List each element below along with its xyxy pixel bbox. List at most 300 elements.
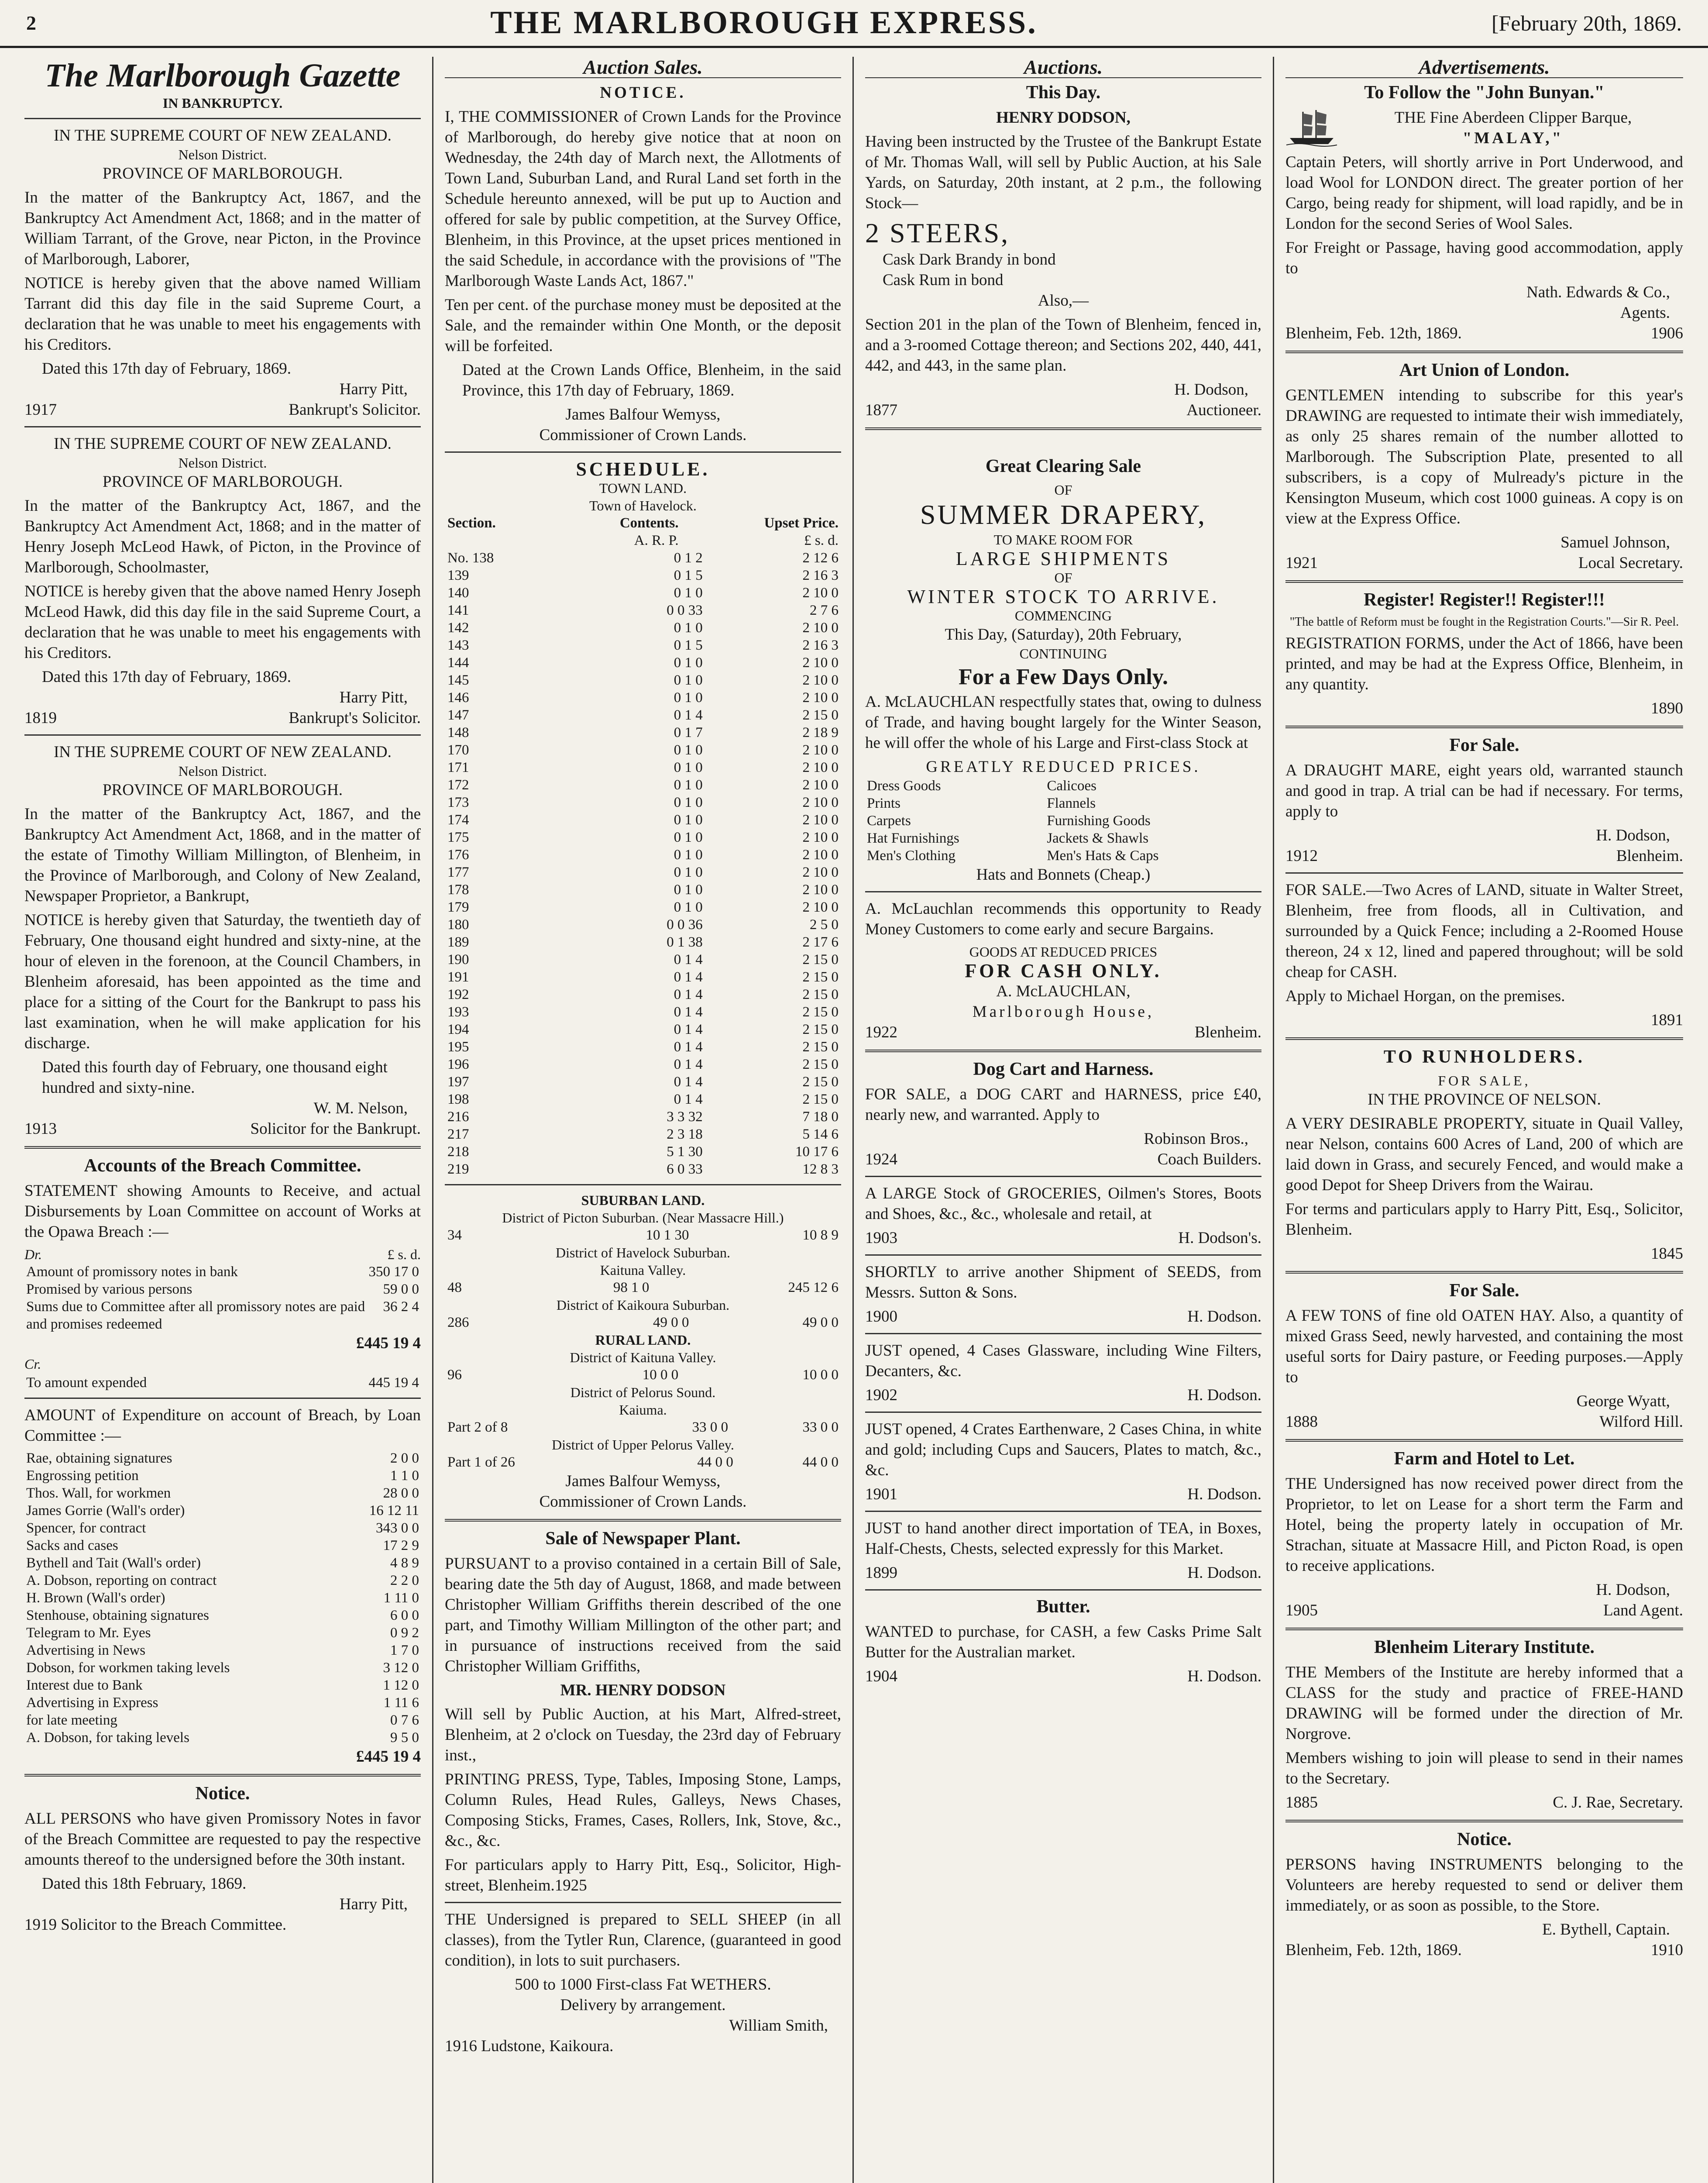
divider xyxy=(1285,872,1683,874)
sale-date: This Day, (Saturday), 20th February, xyxy=(945,626,1182,644)
cr-label: Cr. xyxy=(24,1356,41,1372)
kaiuma: Kaiuma. xyxy=(619,1402,667,1418)
divider xyxy=(865,1254,1261,1256)
divider xyxy=(1285,351,1683,353)
recommends-text: A. McLauchlan recommends this opportunity to Ready Money Customers to come early and secure Bargains. xyxy=(865,900,1261,938)
mclauchlan-name: A. McLAUCHLAN, xyxy=(996,982,1131,1000)
column-auction-sales xyxy=(433,57,854,2183)
list-item: Dress Goods Calicoes xyxy=(867,778,1096,794)
ad-number: 1903 xyxy=(865,1229,897,1247)
schedule-row: 171 0 1 0 2 10 0 xyxy=(447,760,839,775)
divider xyxy=(865,1176,1261,1177)
bankruptcy-notice xyxy=(24,125,421,420)
schedule-units: A. R. P. £ s. d. xyxy=(634,533,839,548)
reduced-prices: GREATLY REDUCED PRICES. xyxy=(926,758,1201,776)
land-for-sale-body: FOR SALE.—Two Acres of LAND, situate in Walter Street, Blenheim, free from floods, all in Cultivation, and surrounded by a Quick Fence; including a 2-Roomed House thereon, 24 x 12, lined and papered throughout; will be sold cheap for CASH. xyxy=(1285,881,1683,981)
section-heading: Notice. xyxy=(195,1784,250,1804)
ad-number: 1924 xyxy=(865,1150,897,1168)
court-title: IN THE SUPREME COURT OF NEW ZEALAND. xyxy=(54,743,392,761)
sheep-body: THE Undersigned is prepared to SELL SHEEP (in all classes), from the Tytler Run, Clarence, (guaranteed in good condition), in lots to suit purchasers. xyxy=(445,1911,841,1970)
schedule-row: 145 0 1 0 2 10 0 xyxy=(447,672,839,688)
schedule-row: 195 0 1 4 2 15 0 xyxy=(447,1039,839,1055)
signer-role: Agents. xyxy=(1620,304,1670,322)
ad-number: 1891 xyxy=(1651,1011,1683,1029)
ad-number: 1917 xyxy=(24,401,57,419)
schedule-row: 193 0 1 4 2 15 0 xyxy=(447,1004,839,1020)
schedule-row: 192 0 1 4 2 15 0 xyxy=(447,987,839,1002)
table-row: Interest due to Bank 1 12 0 xyxy=(26,1677,419,1693)
schedule-title: SCHEDULE. xyxy=(576,458,710,480)
money-columns: £ s. d. xyxy=(387,1246,421,1262)
bankruptcy-notice xyxy=(24,742,421,1139)
sailing-ship-icon xyxy=(1285,107,1338,147)
table-row: 286 49 0 0 49 0 0 xyxy=(447,1315,839,1330)
divider xyxy=(865,891,1261,892)
tea-body: JUST to hand another direct importation of TEA, in Boxes, Half-Chests, Chests, selected expressly for this Market. xyxy=(865,1519,1261,1558)
schedule-row: 190 0 1 4 2 15 0 xyxy=(447,952,839,968)
signer: William Smith, xyxy=(729,2017,828,2035)
expenditure-intro: AMOUNT of Expenditure on account of Breach, by Loan Committee :— xyxy=(24,1406,421,1445)
divider xyxy=(865,427,1261,430)
signer: Samuel Johnson, xyxy=(1560,534,1670,551)
divider xyxy=(445,1184,841,1185)
steers-item: Cask Dark Brandy in bond xyxy=(883,251,1056,269)
table-row: A. Dobson, reporting on contract 2 2 0 xyxy=(26,1573,419,1588)
kaikoura-row xyxy=(445,1314,841,1331)
divider xyxy=(865,1333,1261,1334)
notice-body: ALL PERSONS who have given Promissory Notes in favor of the Breach Committee are requested to pay the respective amounts thereof to the undersigned before the 30th instant. xyxy=(24,1810,421,1869)
auction-body: Having been instructed by the Trustee of the Bankrupt Estate of Mr. Thomas Wall, will sell by Public Auction, at his Sale Yards, on Saturday, 20th instant, at 2 p.m., the following Stock— xyxy=(865,133,1261,212)
district: Nelson District. xyxy=(178,455,267,471)
cash-only: FOR CASH ONLY. xyxy=(965,960,1162,981)
winter-stock: WINTER STOCK TO ARRIVE. xyxy=(907,586,1220,607)
table-row: Engrossing petition 1 1 0 xyxy=(26,1468,419,1484)
schedule-row: 198 0 1 4 2 15 0 xyxy=(447,1092,839,1107)
bankruptcy-heading: IN BANKRUPTCY. xyxy=(162,95,283,111)
runholders-for-sale: FOR SALE, xyxy=(1438,1073,1531,1088)
cr-table xyxy=(24,1374,421,1391)
ad-number: 1902 xyxy=(865,1386,897,1404)
pelorus-row xyxy=(445,1419,841,1436)
runholders-body: A VERY DESIRABLE PROPERTY, situate in Quail Valley, near Nelson, contains 600 Acres of Land, 200 of which are laid down in Grass, and securely Fenced, and would make a good Depot for Sheep Drivers from the Wairau. xyxy=(1285,1115,1683,1194)
signer: H. Dodson. xyxy=(1187,1308,1261,1326)
rural-title: RURAL LAND. xyxy=(595,1332,691,1348)
freight-text: For Freight or Passage, having good accommodation, apply to xyxy=(1285,239,1683,277)
table-row: Stenhouse, obtaining signatures 6 0 0 xyxy=(26,1608,419,1623)
ad-number: 1906 xyxy=(1651,324,1683,342)
upper-pelorus: District of Upper Pelorus Valley. xyxy=(552,1437,734,1453)
auctioneer-name: MR. HENRY DODSON xyxy=(560,1681,726,1699)
rural-district: District of Kaituna Valley. xyxy=(570,1350,716,1365)
of-label: OF xyxy=(1054,570,1072,585)
bankruptcy-notice xyxy=(24,434,421,728)
ad-number: 1913 xyxy=(24,1120,57,1138)
ad-number: 1912 xyxy=(1285,847,1318,865)
issue-date: [February 20th, 1869. xyxy=(1491,10,1682,35)
section-heading: Accounts of the Breach Committee. xyxy=(84,1156,361,1176)
notice-text: NOTICE is hereby given that Saturday, the twentieth day of February, One thousand eight hundred and sixty-nine, at the hour of eleven in the forenoon, at the Council Chambers, in Blenheim aforesaid, has been appointed as the time and place for a sitting of the Court for the Bankrupt to pass his last examination, when he will make application for his discharge. xyxy=(24,911,421,1052)
this-day: This Day. xyxy=(1026,83,1101,103)
table-row: Sacks and cases 17 2 9 xyxy=(26,1538,419,1553)
ad-number: 1890 xyxy=(1651,699,1683,717)
divider xyxy=(1285,1037,1683,1040)
schedule-row: 142 0 1 0 2 10 0 xyxy=(447,620,839,636)
signer: Robinson Bros., xyxy=(1144,1130,1248,1148)
clearing-sale-ad xyxy=(865,456,1261,1043)
dr-table xyxy=(24,1263,421,1333)
schedule-table xyxy=(445,514,841,549)
place: Blenheim. xyxy=(1194,1023,1261,1041)
gazette-title: The Marlborough Gazette xyxy=(45,57,401,94)
schedule-row: 146 0 1 0 2 10 0 xyxy=(447,690,839,706)
schedule-row: 177 0 1 0 2 10 0 xyxy=(447,864,839,880)
masthead xyxy=(0,0,1708,48)
divider xyxy=(445,1902,841,1903)
schedule-row: 144 0 1 0 2 10 0 xyxy=(447,655,839,671)
runholders-province: IN THE PROVINCE OF NELSON. xyxy=(1368,1091,1601,1109)
schedule-row: 189 0 1 38 2 17 6 xyxy=(447,934,839,950)
marlborough-house: Marlborough House, xyxy=(972,1003,1155,1021)
divider xyxy=(865,1589,1261,1591)
column-advertisements xyxy=(1274,57,1694,2183)
town-land-title: TOWN LAND. xyxy=(599,480,687,496)
butter-body: WANTED to purchase, for CASH, a few Casks Prime Salt Butter for the Australian market. xyxy=(865,1623,1261,1661)
signer: Harry Pitt, xyxy=(339,1895,408,1913)
signer: Nath. Edwards & Co., xyxy=(1526,283,1670,301)
table-row: 96 10 0 0 10 0 0 xyxy=(447,1367,839,1383)
ad-number: 1922 xyxy=(865,1023,897,1041)
seeds-body: SHORTLY to arrive another Shipment of SEEDS, from Messrs. Sutton & Sons. xyxy=(865,1263,1261,1302)
dogcart-body: FOR SALE, a DOG CART and HARNESS, price £40, nearly new, and warranted. Apply to xyxy=(865,1085,1261,1124)
signer-role: Local Secretary. xyxy=(1578,554,1683,572)
butter-heading: Butter. xyxy=(1036,1597,1090,1617)
clearing-title: Great Clearing Sale xyxy=(985,456,1141,476)
signer: H. Dodson. xyxy=(1187,1485,1261,1503)
divider xyxy=(24,426,421,427)
divider xyxy=(24,1398,421,1399)
signer: W. M. Nelson, xyxy=(313,1099,408,1117)
ad-number: 1901 xyxy=(865,1485,897,1503)
expenditure-total: £445 19 4 xyxy=(356,1748,421,1766)
court-title: IN THE SUPREME COURT OF NEW ZEALAND. xyxy=(54,435,392,453)
schedule-row: 219 6 0 33 12 8 3 xyxy=(447,1161,839,1177)
ship-body: Captain Peters, will shortly arrive in Port Underwood, and load Wool for LONDON direct. The greater portion of her Cargo, being ready for shipment, will load rapidly, and be in London for the second Series of Wool Sales. xyxy=(1285,153,1683,233)
ship-line: THE Fine Aberdeen Clipper Barque, xyxy=(1394,109,1632,127)
table-row: Spencer, for contract 343 0 0 xyxy=(26,1520,419,1536)
schedule-row: 172 0 1 0 2 10 0 xyxy=(447,777,839,793)
goods-reduced: GOODS AT REDUCED PRICES xyxy=(969,944,1158,960)
table-row: Amount of promissory notes in bank 350 17 0 xyxy=(26,1264,419,1280)
sheep-delivery: Delivery by arrangement. xyxy=(560,1996,726,2014)
matter-text: In the matter of the Bankruptcy Act, 1867, and the Bankruptcy Act Amendment Act, 1868; and in the matter of William Tarrant, of the Grove, near Picton, in the Province of Marlborough, Laborer, xyxy=(24,189,421,268)
for-sale-heading: For Sale. xyxy=(1449,1281,1519,1301)
schedule-row: 143 0 1 5 2 16 3 xyxy=(447,637,839,653)
ad-number: 1910 xyxy=(1651,1941,1683,1959)
schedule-row: 173 0 1 0 2 10 0 xyxy=(447,795,839,810)
instruments-body: PERSONS having INSTRUMENTS belonging to the Volunteers are hereby requested to send or deliver them immediately, or as soon as possible, to the Store. xyxy=(1285,1856,1683,1914)
column-heading: Advertisements. xyxy=(1285,57,1683,78)
place-date: Blenheim, Feb. 12th, 1869. xyxy=(1285,324,1462,342)
newspaper-items: PRINTING PRESS, Type, Tables, Imposing Stone, Lamps, Column Rules, Head Rules, Galleys, News Chases, Composing Sticks, Frames, Cases, Rollers, Ink, Stove, &c., &c., &c. xyxy=(445,1770,841,1850)
schedule-row: 174 0 1 0 2 10 0 xyxy=(447,812,839,828)
divider xyxy=(24,1774,421,1777)
schedule-row: 197 0 1 4 2 15 0 xyxy=(447,1074,839,1090)
table-row: Part 2 of 8 33 0 0 33 0 0 xyxy=(447,1419,839,1435)
havelock-row xyxy=(445,1279,841,1296)
schedule-row: 194 0 1 4 2 15 0 xyxy=(447,1022,839,1037)
ad-number: 1900 xyxy=(865,1308,897,1326)
table-row: Sums due to Committee after all promissory notes are paid and promises redeemed 36 2 4 xyxy=(26,1299,419,1332)
earthenware-body: JUST opened, 4 Crates Earthenware, 2 Cases China, in white and gold; including Cups and Saucers, Plates to match, &c., &c. xyxy=(865,1420,1261,1479)
divider xyxy=(1285,1271,1683,1274)
steers: 2 STEERS, xyxy=(865,217,1010,248)
table-row: Advertising in News 1 7 0 xyxy=(26,1642,419,1658)
suburban-district: District of Picton Suburban. (Near Massacre Hill.) xyxy=(502,1210,784,1226)
to-make-room: TO MAKE ROOM FOR xyxy=(993,532,1133,547)
pelorus-district: District of Pelorus Sound. xyxy=(570,1384,716,1400)
notice-breach xyxy=(24,1784,421,1935)
newspaper-sale-text: Will sell by Public Auction, at his Mart, Alfred-street, Blenheim, at 2 o'clock on Tuesday, the 23rd day of February inst., xyxy=(445,1705,841,1764)
schedule-row: 218 5 1 30 10 17 6 xyxy=(447,1144,839,1160)
register-heading: Register! Register!! Register!!! xyxy=(1364,590,1605,610)
list-item: Carpets Furnishing Goods xyxy=(867,813,1151,829)
signer: H. Dodson, xyxy=(1174,381,1248,399)
divider xyxy=(24,1146,421,1149)
table-row: Rae, obtaining signatures 2 0 0 xyxy=(26,1450,419,1466)
signer-role: Auctioneer. xyxy=(1186,401,1261,419)
column-auctions xyxy=(854,57,1274,2183)
ship-name: "MALAY," xyxy=(1462,129,1564,147)
continuing: CONTINUING xyxy=(1019,646,1107,661)
schedule-rows xyxy=(445,549,841,1178)
list-item: Prints Flannels xyxy=(867,795,1096,811)
farm-hotel-body: THE Undersigned has now received power direct from the Proprietor, to let on Lease for a short term the Farm and Hotel, being the property lately in occupation of Mr. Strachan, situate at Massacre Hill, and Picton Road, is open to receive applications. xyxy=(1285,1475,1683,1575)
table-row: Bythell and Tait (Wall's order) 4 8 9 xyxy=(26,1555,419,1571)
auctioneer-name: HENRY DODSON, xyxy=(996,109,1131,127)
art-union-body: GENTLEMEN intending to subscribe for this year's DRAWING are requested to intimate their wish immediately, as only 25 shares remain of the number allotted to Marlborough. The Subscription Plate, presented to all subscribers, is a copy of Mulready's picture in the Kensington Museum, which cost 1000 guineas. A copy is on view at the Express Office. xyxy=(1285,386,1683,527)
dated: Dated this 17th day of February, 1869. xyxy=(42,360,291,378)
place: Wilford Hill. xyxy=(1599,1413,1683,1431)
divider xyxy=(1285,1439,1683,1442)
signer: H. Dodson. xyxy=(1187,1564,1261,1582)
table-row: To amount expended 445 19 4 xyxy=(26,1375,419,1391)
farm-hotel-heading: Farm and Hotel to Let. xyxy=(1394,1449,1575,1469)
divider xyxy=(1285,580,1683,583)
glassware-body: JUST opened, 4 Cases Glassware, including Wine Filters, Decanters, &c. xyxy=(865,1342,1261,1380)
ad-number: 1904 xyxy=(865,1667,897,1685)
runholders-heading: TO RUNHOLDERS. xyxy=(1383,1047,1585,1067)
divider xyxy=(24,734,421,736)
signer-role: Bankrupt's Solicitor. xyxy=(289,401,421,419)
dogcart-heading: Dog Cart and Harness. xyxy=(973,1059,1154,1079)
schedule-row: 176 0 1 0 2 10 0 xyxy=(447,847,839,863)
kaituna-valley: Kaituna Valley. xyxy=(600,1262,686,1278)
table-row: A. Dobson, for taking levels 9 5 0 xyxy=(26,1730,419,1746)
large-shipments: LARGE SHIPMENTS xyxy=(955,548,1171,569)
table-row: Thos. Wall, for workmen 28 0 0 xyxy=(26,1485,419,1501)
column-gazette xyxy=(13,57,433,2183)
schedule-row: 170 0 1 0 2 10 0 xyxy=(447,742,839,758)
divider xyxy=(865,1412,1261,1413)
art-union-heading: Art Union of London. xyxy=(1399,360,1570,380)
dated: Dated this fourth day of February, one thousand eight hundred and sixty-nine. xyxy=(42,1058,388,1097)
table-row: for late meeting 0 7 6 xyxy=(26,1712,419,1728)
kaikoura-suburban: District of Kaikoura Suburban. xyxy=(556,1297,730,1313)
notice-text: NOTICE is hereby given that the above named William Tarrant did this day file in the said Supreme Court, a declaration that he was unable to meet his engagements with his Creditors. xyxy=(24,274,421,354)
province: PROVINCE OF MARLBOROUGH. xyxy=(103,781,343,799)
schedule-row: 148 0 1 7 2 18 9 xyxy=(447,725,839,740)
statement-text: STATEMENT showing Amounts to Receive, and actual Disbursements by Loan Committee on account of Works at the Opawa Breach :— xyxy=(24,1182,421,1241)
few-days-only: For a Few Days Only. xyxy=(958,665,1168,689)
schedule-row: 196 0 1 4 2 15 0 xyxy=(447,1057,839,1072)
groceries-body: A LARGE Stock of GROCERIES, Oilmen's Stores, Boots and Shoes, &c., &c., wholesale and retail, at xyxy=(865,1184,1261,1223)
table-row: 48 98 1 0 245 12 6 xyxy=(447,1280,839,1295)
summer-drapery: SUMMER DRAPERY, xyxy=(920,499,1207,530)
newspaper-plant-body: PURSUANT to a proviso contained in a certain Bill of Sale, bearing date the 5th day of August, 1868, and made between Christopher William Griffiths therein described of the one part, and Timothy William Millington of the other part; and in pursuance of instructions received from the said Christopher William Griffiths, xyxy=(445,1555,841,1675)
column-heading: Auctions. xyxy=(865,57,1261,78)
newspaper-title: THE MARLBOROUGH EXPRESS. xyxy=(490,5,1038,41)
place-date: Blenheim, Feb. 12th, 1869. xyxy=(1285,1941,1462,1959)
ad-number: 1899 xyxy=(865,1564,897,1582)
dated: Dated this 18th February, 1869. xyxy=(42,1875,247,1893)
divider xyxy=(445,1519,841,1522)
havelock-suburban: District of Havelock Suburban. xyxy=(556,1245,730,1260)
also-label: Also,— xyxy=(1038,292,1089,310)
newspaper-contact: For particulars apply to Harry Pitt, Esq., Solicitor, High-street, Blenheim.1925 xyxy=(445,1856,841,1894)
page-number: 2 xyxy=(26,12,36,34)
town-name: Town of Havelock. xyxy=(589,498,697,513)
divider xyxy=(1285,726,1683,728)
ad-number: 1885 xyxy=(1285,1794,1318,1811)
list-item: Men's Clothing Men's Hats & Caps xyxy=(867,848,1159,864)
hats-bonnets: Hats and Bonnets (Cheap.) xyxy=(976,866,1151,884)
notice-footer: 1919 Solicitor to the Breach Committee. xyxy=(24,1916,287,1934)
divider xyxy=(24,118,421,119)
schedule-row: 175 0 1 0 2 10 0 xyxy=(447,830,839,845)
province: PROVINCE OF MARLBOROUGH. xyxy=(103,165,343,182)
crown-lands-body: I, THE COMMISSIONER of Crown Lands for the Province of Marlborough, do hereby give notice that at noon on Wednesday, the 24th day of March next, the Allotments of Town Land, Suburban Land, and Rural Land set forth in the Schedule hereunto annexed, will be put up to Auction and offered for sale by public competition, at the Survey Office, Blenheim, in this Province, at the upset prices mentioned in the said Schedule, in accordance with the provisions of "The Marlborough Waste Lands Act, 1867." xyxy=(445,108,841,290)
rural-row xyxy=(445,1366,841,1384)
also-body: Section 201 in the plan of the Town of Blenheim, fenced in, and a 3-roomed Cottage thereon; and Sections 202, 440, 441, 442, and 443, in the same plan. xyxy=(865,316,1261,375)
schedule-row: 141 0 0 33 2 7 6 xyxy=(447,603,839,618)
schedule-row: No. 138 0 1 2 2 12 6 xyxy=(447,550,839,566)
table-row: Part 1 of 26 44 0 0 44 0 0 xyxy=(447,1454,839,1470)
bunyan-heading: To Follow the "John Bunyan." xyxy=(1364,83,1605,103)
signer: H. Dodson. xyxy=(1187,1386,1261,1404)
signer: George Wyatt, xyxy=(1576,1392,1670,1410)
schedule-row: 178 0 1 0 2 10 0 xyxy=(447,882,839,898)
signer: Harry Pitt, xyxy=(339,380,408,398)
signer-role: Solicitor for the Bankrupt. xyxy=(250,1120,421,1138)
suburban-title: SUBURBAN LAND. xyxy=(581,1192,705,1208)
signer-role: Commissioner of Crown Lands. xyxy=(539,1493,747,1511)
place: Blenheim. xyxy=(1616,847,1683,865)
register-quote: "The battle of Reform must be fought in the Registration Courts."—Sir R. Peel. xyxy=(1289,615,1679,629)
runholders-terms: For terms and particulars apply to Harry Pitt, Esq., Solicitor, Blenheim. xyxy=(1285,1200,1683,1239)
column-heading: Auction Sales. xyxy=(445,57,841,78)
table-row: Promised by various persons 59 0 0 xyxy=(26,1281,419,1297)
table-row: H. Brown (Wall's order) 1 11 0 xyxy=(26,1590,419,1606)
steers-item: Cask Rum in bond xyxy=(883,271,1003,289)
commencing: COMMENCING xyxy=(1014,608,1112,623)
signer-role: Land Agent. xyxy=(1603,1601,1683,1619)
notice-title: NOTICE. xyxy=(600,84,686,102)
signer: H. Dodson, xyxy=(1596,826,1670,844)
schedule-row: 191 0 1 4 2 15 0 xyxy=(447,969,839,985)
sheep-footer: 1916 Ludstone, Kaikoura. xyxy=(445,2037,614,2055)
divider xyxy=(865,1050,1261,1052)
table-row: Dobson, for workmen taking levels 3 12 0 xyxy=(26,1660,419,1676)
signer: H. Dodson. xyxy=(1187,1667,1261,1685)
newspaper-plant-heading: Sale of Newspaper Plant. xyxy=(545,1529,741,1549)
ad-number: 1845 xyxy=(1651,1245,1683,1263)
notice-text: NOTICE is hereby given that the above named Henry Joseph McLeod Hawk, did this day file in the said Supreme Court, a declaration that he was unable to meet his engagements with his Creditors. xyxy=(24,582,421,662)
ad-number: 1888 xyxy=(1285,1413,1318,1431)
breach-accounts xyxy=(24,1156,421,1767)
schedule-header: Section. Contents. Upset Price. xyxy=(447,515,839,531)
signer: C. J. Rae, Secretary. xyxy=(1553,1794,1683,1811)
ad-number: 1905 xyxy=(1285,1601,1318,1619)
divider xyxy=(1285,1820,1683,1822)
table-row: 34 10 1 30 10 8 9 xyxy=(447,1227,839,1243)
signer: Harry Pitt, xyxy=(339,689,408,706)
ad-number: 1921 xyxy=(1285,554,1318,572)
signer-role: Commissioner of Crown Lands. xyxy=(539,426,747,444)
mclauchlan-body: A. McLAUCHLAN respectfully states that, owing to dulness of Trade, and having bought largely for the Winter Season, he will offer the whole of his Large and First-class Stock at xyxy=(865,693,1261,752)
draught-mare-body: A DRAUGHT MARE, eight years old, warranted staunch and good in trap. A trial can be had if necessary. For terms, apply to xyxy=(1285,761,1683,820)
goods-list xyxy=(865,777,1261,864)
schedule-row: 147 0 1 4 2 15 0 xyxy=(447,707,839,723)
dr-label: Dr. xyxy=(24,1246,42,1262)
crown-lands-terms: Ten per cent. of the purchase money must be deposited at the Sale, and the remainder within One Month, or the deposit will be forfeited. xyxy=(445,296,841,355)
divider xyxy=(1285,1628,1683,1630)
for-sale-heading: For Sale. xyxy=(1449,735,1519,755)
matter-text: In the matter of the Bankruptcy Act, 1867, and the Bankruptcy Act Amendment Act, 1868; and in the matter of Henry Joseph McLeod Hawk, of Picton, in the Province of Marlborough, Schoolmaster, xyxy=(24,497,421,576)
upper-pelorus-row xyxy=(445,1453,841,1471)
schedule-row: 180 0 0 36 2 5 0 xyxy=(447,917,839,933)
signer: James Balfour Wemyss, xyxy=(565,1472,721,1490)
list-item: Hat Furnishings Jackets & Shawls xyxy=(867,830,1149,846)
district: Nelson District. xyxy=(178,763,267,779)
signer: H. Dodson, xyxy=(1596,1581,1670,1599)
signer: H. Dodson's. xyxy=(1178,1229,1261,1247)
dated: Dated at the Crown Lands Office, Blenheim, in the said Province, this 17th day of February, 1869. xyxy=(462,361,841,399)
dr-total: £445 19 4 xyxy=(356,1334,421,1352)
sheep-line: 500 to 1000 First-class Fat WETHERS. xyxy=(515,1976,771,1994)
ad-number: 1877 xyxy=(865,401,897,419)
register-body: REGISTRATION FORMS, under the Act of 1866, have been printed, and may be had at the Express Office, Blenheim, in any quantity. xyxy=(1285,634,1683,693)
schedule-row: 216 3 3 32 7 18 0 xyxy=(447,1109,839,1125)
suburban-row xyxy=(445,1226,841,1244)
of-label: OF xyxy=(1054,482,1072,498)
hay-body: A FEW TONS of fine old OATEN HAY. Also, a quantity of mixed Grass Seed, newly harvested, and containing the most useful sorts for Dairy pasture, or Feeding purposes.—Apply to xyxy=(1285,1307,1683,1386)
schedule-row: 217 2 3 18 5 14 6 xyxy=(447,1126,839,1142)
schedule-row: 139 0 1 5 2 16 3 xyxy=(447,568,839,583)
schedule-row: 140 0 1 0 2 10 0 xyxy=(447,585,839,601)
expenditure-table xyxy=(24,1450,421,1746)
court-title: IN THE SUPREME COURT OF NEW ZEALAND. xyxy=(54,127,392,145)
signer: E. Bythell, Captain. xyxy=(1542,1921,1670,1939)
schedule-row: 179 0 1 0 2 10 0 xyxy=(447,899,839,915)
notice-heading: Notice. xyxy=(1457,1829,1512,1849)
table-row: Advertising in Express 1 11 6 xyxy=(26,1695,419,1711)
land-apply: Apply to Michael Horgan, on the premises. xyxy=(1285,987,1565,1005)
dated: Dated this 17th day of February, 1869. xyxy=(42,668,291,686)
signer: James Balfour Wemyss, xyxy=(565,406,721,424)
signer-role: Bankrupt's Solicitor. xyxy=(289,709,421,727)
literary-institute-heading: Blenheim Literary Institute. xyxy=(1374,1637,1595,1657)
literary-members: Members wishing to join will please to send in their names to the Secretary. xyxy=(1285,1749,1683,1787)
